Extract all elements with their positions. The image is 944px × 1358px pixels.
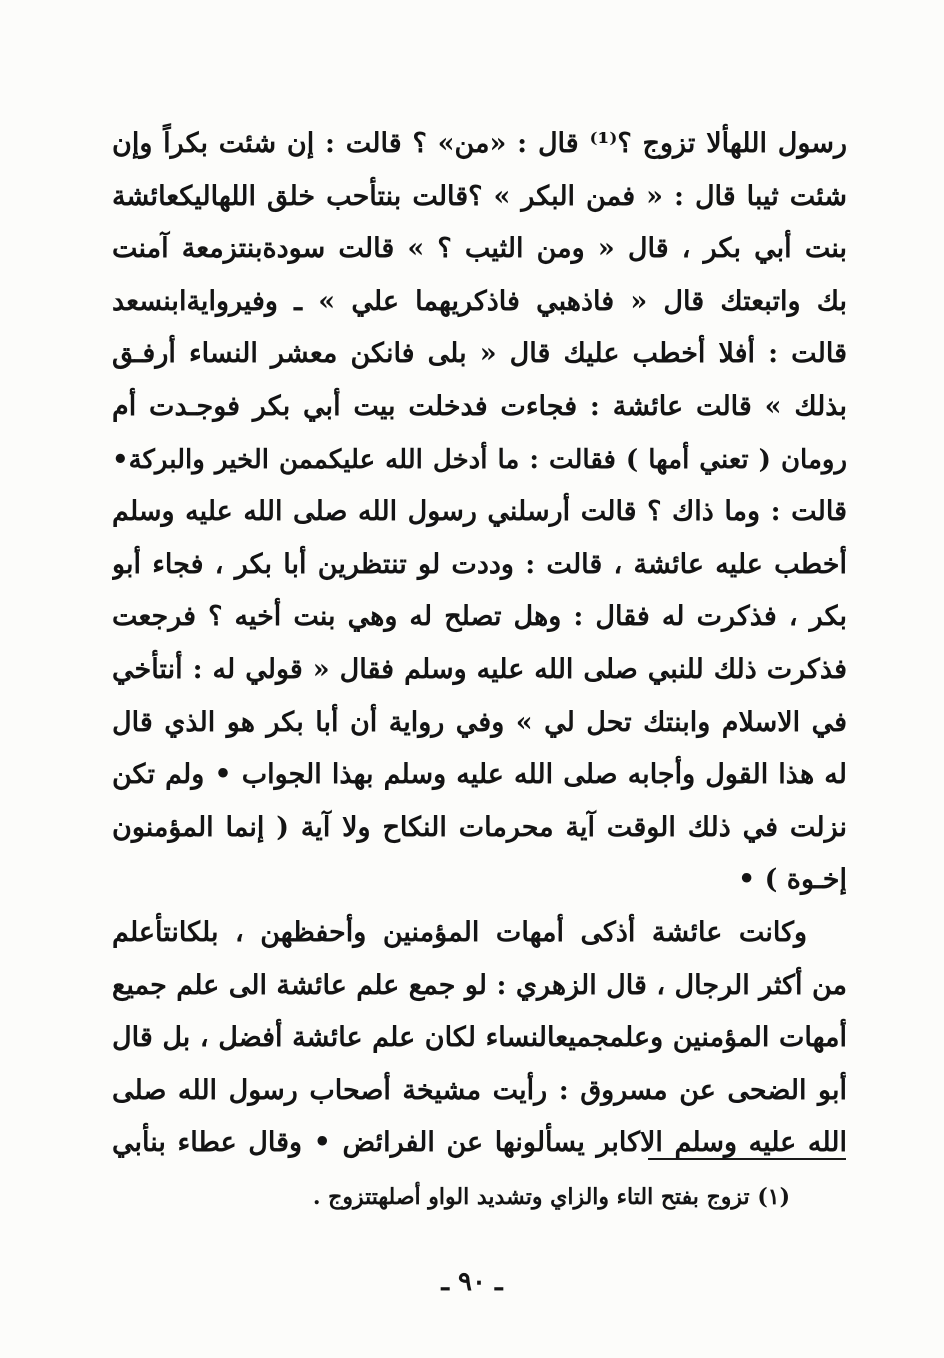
text-line: بكر ، فذكرت له فقال : وهل تصلح له وهي بنت أخيه ؟ فرجعت (112, 601, 847, 633)
footnote: (١) تزوج بفتح التاء والزاي وتشديد الواو أصلهتتزوج . (312, 1184, 790, 1210)
text-line: قالت : وما ذاك ؟ قالت أرسلني رسول الله صلى الله عليه وسلم (112, 496, 847, 528)
text-line: فذكرت ذلك للنبي صلى الله عليه وسلم فقال « قولي له : أنتأخي (112, 653, 847, 685)
text-line: رومان ( تعني أمها ) فقالت : ما أدخل الله عليكممن الخير والبركة• (112, 444, 847, 475)
page-number: ـ ٩٠ ـ (441, 1267, 503, 1297)
text-line: في الاسلام وابنتك تحل لي » وفي رواية أن أبا بكر هو الذي قال (112, 706, 847, 738)
text-line: رسول اللهألا تزوج ؟⁽¹⁾ قال : «من» ؟ قالت : إن شئت بكراً وإن (112, 128, 847, 159)
text-line: الله عليه وسلم الاكابر يسألونها عن الفرائض • وقال عطاء بنأبي (112, 1127, 847, 1159)
text-line: له هذا القول وأجابه صلى الله عليه وسلم بهذا الجواب • ولم تكن (112, 759, 847, 791)
text-line: أبو الضحى عن مسروق : رأيت مشيخة أصحاب رسول الله صلى (112, 1074, 847, 1106)
text-line: أخطب عليه عائشة ، قالت : وددت لو تنتظرين أبا بكر ، فجاء أبو (112, 548, 847, 580)
body-text (112, 118, 847, 1170)
text-line: من أكثر الرجال ، قال الزهري : لو جمع علم عائشة الى علم جميع (112, 969, 847, 1001)
text-line: بنت أبي بكر ، قال « ومن الثيب ؟ » قالت سودةبنتزمعة آمنت (112, 233, 847, 265)
text-line: أمهات المؤمنين وعلمجميعالنساء لكان علم عائشة أفضل ، بل قال (112, 1022, 847, 1054)
text-line: قالت : أفلا أخطب عليك قال « بلى فانكن معشر النساء أرفـق (112, 338, 847, 370)
footnote-divider (648, 1158, 846, 1160)
paragraph-end-line: إخـوة ) • (737, 864, 847, 896)
text-line: شئت ثيبا قال : « فمن البكر » ؟قالت بنتأحب خلق اللهاليكعائشة (112, 180, 847, 212)
paragraph-start-line: وكانت عائشة أذكى أمهات المؤمنين وأحفظهن ، بلكانتأعلم (112, 916, 807, 948)
text-line: بك واتبعتك قال « فاذهبي فاذكريهما علي » ـ وفيروايةابنسعد (112, 285, 847, 317)
text-line: بذلك » قالت عائشة : فجاءت فدخلت بيت أبي بكر فوجـدت أم (112, 390, 847, 422)
text-line: نزلت في ذلك الوقت آية محرمات النكاح ولا آية ( إنما المؤمنون (112, 811, 847, 843)
